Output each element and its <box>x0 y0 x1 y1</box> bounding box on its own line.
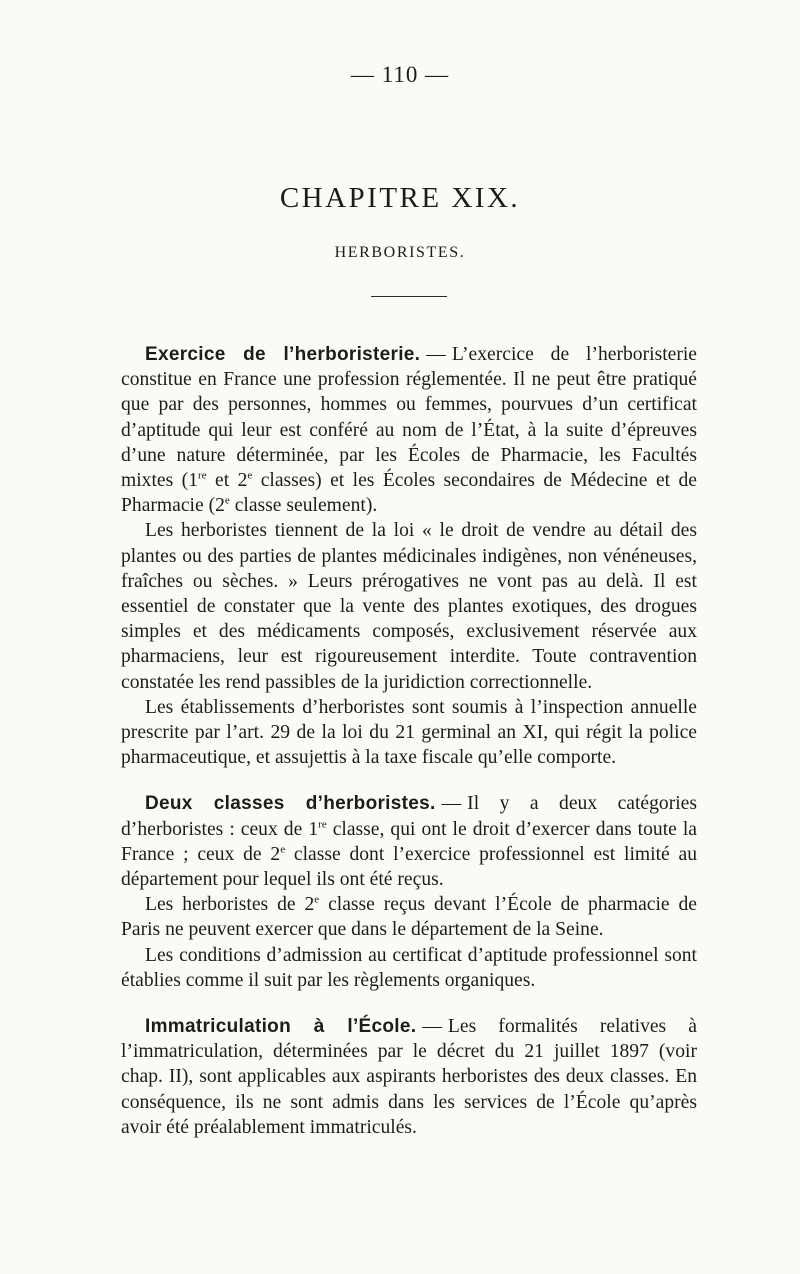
section-deux-classes <box>121 791 697 993</box>
ordinal-number: 2 <box>215 495 225 517</box>
section-heading: Exercice de l’herboristerie. <box>145 344 421 365</box>
title-divider <box>371 296 447 297</box>
paragraph-text: L’exercice de l’herboristerie constitue en France une profession réglementée. Il ne peut être pratiqué que par des personnes, hommes ou femmes, pourvues d’un certificat d’aptitude qui leur est conféré au nom de l’État, à la suite d’épreuves d’une nature déterminée, par les Écoles de Pharmacie, les Facultés mixtes ( <box>121 344 697 492</box>
ordinal-number: 1 <box>188 470 199 492</box>
chapter-subtitle: HERBORISTES. <box>334 244 466 261</box>
section-paragraph: Les établissements d’herboristes sont soumis à l’inspection annuelle prescrite par l’art. 29 de la loi du 21 germinal an XI, qui régit la police pharmaceutique, et assujettis à la taxe fiscale qu’elle comporte. <box>121 696 697 769</box>
paragraph-text: classe dont l’exercice professionnel est limité au département pour lequel ils ont été reçus. <box>121 843 697 891</box>
section-paragraph <box>121 342 697 518</box>
paragraph-text: classes) et les Écoles secondaires de Médecine et de Pharmacie ( <box>121 470 698 517</box>
ordinal-number: 2 <box>304 894 315 916</box>
ordinal-suffix: e <box>280 843 286 856</box>
ordinal-suffix: e <box>314 893 320 906</box>
section-paragraph <box>121 892 697 942</box>
paragraph-text: classe reçus devant l’École de pharmacie de Paris ne peuvent exercer que dans le département de la Seine. <box>121 894 698 941</box>
ordinal-suffix: e <box>224 494 230 507</box>
section-paragraph: Les conditions d’admission au certificat d’aptitude professionnel sont établies comme il suit par les règlements organiques. <box>121 944 697 991</box>
chapter-body <box>121 342 697 1161</box>
ordinal-number: 1 <box>308 818 319 840</box>
heading-dash: — <box>422 1016 442 1038</box>
paragraph-text: Il y a deux catégories d’herboristes : ceux de <box>121 793 697 840</box>
section-heading: Immatriculation à l’École. <box>145 1016 417 1038</box>
paragraph-text: Les formalités relatives à l’immatriculation, déterminées par le décret du 21 juillet 1897 (voir chap. II), sont applicables aux aspirants herboristes des deux classes. En conséquence, ils ne sont admis dans les services de l’École qu’après avoir été préalablement immatriculés. <box>121 1016 697 1138</box>
heading-dash: — <box>426 344 446 365</box>
heading-dash: — <box>441 793 462 815</box>
ordinal-suffix: re <box>318 818 327 831</box>
paragraph-text: Les herboristes de <box>145 894 305 916</box>
paragraph-text: classe, qui ont le droit d’exercer dans toute la France ; ceux de <box>121 818 697 865</box>
page-number: — 110 — <box>350 62 450 87</box>
section-paragraph: Les herboristes tiennent de la loi « le droit de vendre au détail des plantes ou des parties de plantes médicinales indigènes, non vénéneuses, fraîches ou sèches. » Leurs prérogatives ne vont pas au delà. Il est essentiel de constater que la vente des plantes exotiques, des drogues simples et des médicaments composés, exclusivement réservée aux pharmaciens, leur est rigoureusement interdite. Toute contravention constatée les rend passibles de la juridiction correctionnelle. <box>121 520 697 693</box>
ordinal-number: 2 <box>237 470 248 492</box>
paragraph-text: et <box>206 470 238 492</box>
section-exercice <box>121 342 697 770</box>
section-heading: Deux classes d’herboristes. <box>145 793 436 815</box>
paragraph-text: classe seulement). <box>229 495 378 517</box>
section-paragraph <box>121 1014 697 1140</box>
ordinal-suffix: e <box>247 469 253 482</box>
section-paragraph <box>121 791 697 892</box>
ordinal-number: 2 <box>270 843 281 865</box>
section-immatriculation <box>121 1014 697 1140</box>
chapter-title: CHAPITRE XIX. <box>279 182 521 214</box>
ordinal-suffix: re <box>198 469 207 482</box>
